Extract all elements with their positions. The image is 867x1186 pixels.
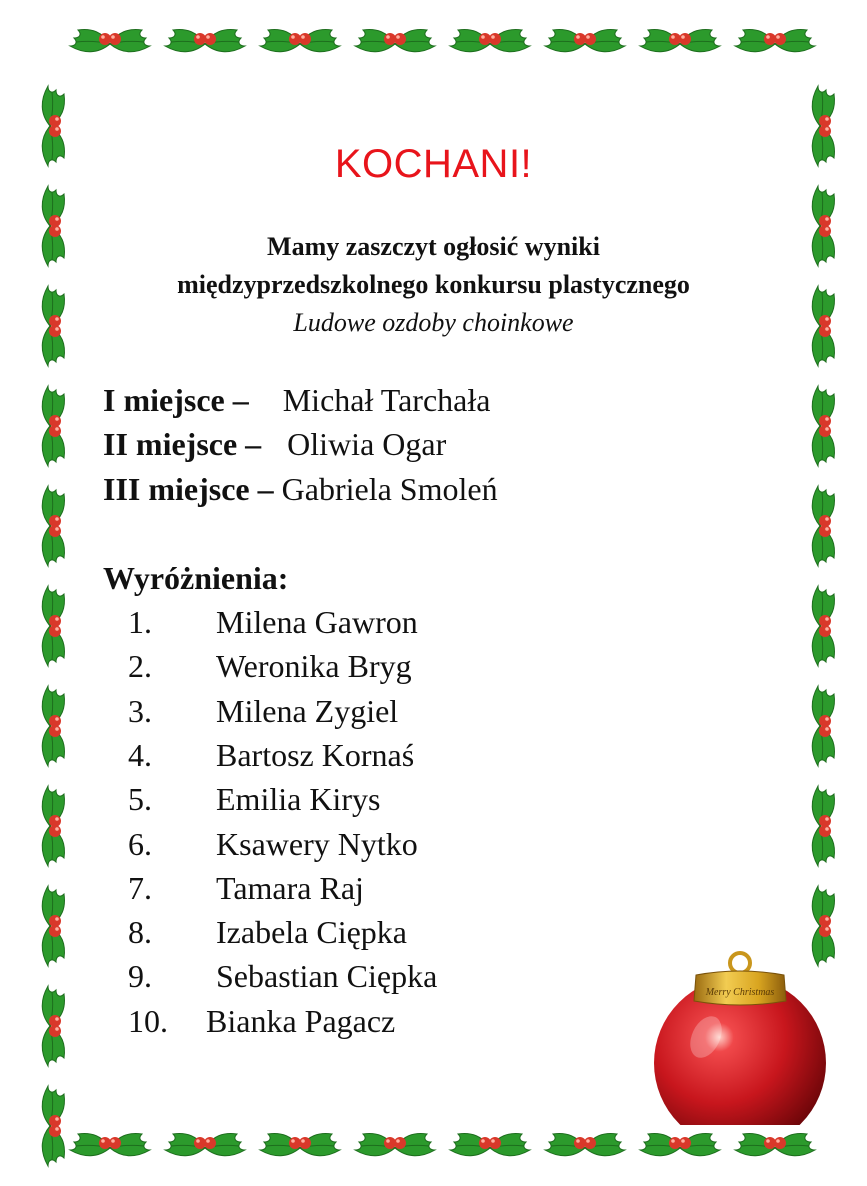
holly-icon [20,578,80,674]
holly-icon [62,14,158,74]
place-dash: – [245,426,262,462]
mention-name: Sebastian Ciępka [216,958,438,995]
mention-number: 10. [128,1002,168,1039]
holly-icon [20,678,80,774]
holly-icon [347,14,443,74]
mention-name: Milena Gawron [216,604,418,640]
mention-number: 7. [128,869,152,906]
intro-line-1: Mamy zaszczyt ogłosić wyniki [267,232,600,261]
place-label: II miejsce [103,426,238,462]
first-place [103,380,490,420]
holly-icon [157,14,253,74]
holly-icon [632,14,728,74]
mention-name: Bianka Pagacz [206,1002,396,1039]
mention-name: Ksawery Nytko [216,825,418,862]
winner-name: Michał Tarchała [282,382,491,418]
mention-name: Milena Zygiel [216,692,399,729]
holly-icon [20,878,80,974]
holly-icon [20,478,80,574]
christmas-bauble-icon [648,945,833,1125]
mention-number: 5. [128,781,152,818]
holly-icon [442,1118,538,1178]
third-place [103,469,498,509]
holly-icon [790,778,850,874]
mention-name: Bartosz Kornaś [216,736,415,773]
intro-line-2: międzyprzedszkolnego konkursu plastycznego [177,270,690,299]
mentions-heading: Wyróżnienia: [103,560,289,596]
winner-name: Gabriela Smoleń [281,471,498,507]
place-label: III miejsce [103,471,250,507]
second-place [103,424,446,464]
holly-icon [790,578,850,674]
winner-name: Oliwia Ogar [287,426,447,462]
mention-name: Emilia Kirys [216,781,381,818]
mention-number: 4. [128,736,152,773]
holly-icon [252,1118,348,1178]
holly-icon [790,478,850,574]
mention-number: 9. [128,958,152,995]
holly-icon [20,978,80,1074]
holly-icon [442,14,538,74]
mention-number: 8. [128,914,152,951]
holly-icon [20,378,80,474]
holly-icon [252,14,348,74]
holly-icon [632,1118,728,1178]
contest-name: Ludowe ozdoby choinkowe [293,308,574,337]
holly-icon [157,1118,253,1178]
holly-icon [537,14,633,74]
mention-name: Weronika Bryg [216,648,412,685]
mention-number: 2. [128,648,152,685]
holly-icon [537,1118,633,1178]
place-label: I miejsce [103,382,225,418]
place-dash: – [232,382,249,418]
mention-number: 6. [128,825,152,862]
mention-number: 3. [128,692,152,729]
page-title: KOCHANI! [334,142,533,186]
mention-name: Izabela Ciępka [216,914,407,951]
holly-icon [727,1118,823,1178]
holly-icon [347,1118,443,1178]
holly-icon [790,378,850,474]
ornament-text: Merry Christmas [705,987,775,998]
mention-name: Tamara Raj [216,869,364,906]
holly-icon [727,14,823,74]
place-dash: – [257,471,274,507]
mention-number: 1. [128,604,152,640]
holly-icon [20,1078,80,1174]
holly-icon [20,778,80,874]
holly-icon [790,678,850,774]
